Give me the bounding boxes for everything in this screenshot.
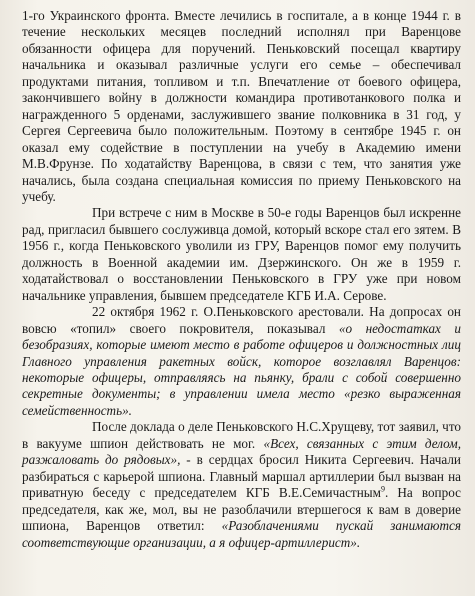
paragraph-4-text-a: После доклада о деле Пеньковского Н.С.Хрущеву, тот заявил, что в вакууме шпион действовать не мог. [22,419,461,451]
paragraph-4 [22,419,461,551]
paragraph-4-text-b: - в сердцах бросил Никита Сергеевич. Начали разбираться с карьерой шпиона. Главный маршал артиллерии был вызван на приватную беседу с председателем КГБ В.Е.Семичастным [22,452,461,501]
paragraph-2 [22,205,461,304]
body-text [22,8,461,551]
paragraph-3-quote: «о недостатках и безобразиях, которые имеют место в работе офицеров и должностных лиц Главного управления ракетных войск, которое возглавлял Варенцов: некоторые офицеры, отправляясь на пьянку, брали с собой совершенно секретные документы; в управлении имела место «резко выраженная семейственность». [22,320,461,418]
paragraph-1 [22,8,461,205]
paragraph-4-text-c: . На вопрос председателя, как же, мол, вы не разоблачили втершегося к вам в доверие шпиона, Варенцов ответил: [22,485,461,534]
paragraph-3 [22,304,461,419]
paragraph-1-text: 1-го Украинского фронта. Вместе лечились в госпитале, а в конце 1944 г. в течение нескольких месяцев последний исполнял при Варенцове обязанности офицера для поручений. Пеньковский посещал квартиру начальника и оказывал различные услуги его семье – обеспечивал продуктами питания, топливом и т.п. Впечатление от боевого офицера, закончившего войну в должности командира противотанкового полка и награжденного 5 орденами, заслужившего звание полковника в 31 год, у Сергея Сергеевича было положительным. Поэтому в сентябре 1945 г. он оказал ему содействие в поступлении на учебу в Академию имени М.В.Фрунзе. По ходатайству Варенцова, в связи с тем, что занятия уже начались, была создана специальная комиссия по приему Пеньковского на учебу. [22,8,461,204]
paragraph-2-text: При встрече с ним в Москве в 50-е годы Варенцов был искренне рад, пригласил бывшего сослуживца домой, который вскоре стал его зятем. В 1956 г., когда Пеньковского уволили из ГРУ, Варенцов помог ему получить должность в Военной академии им. Дзержинского. Он же в 1959 г. ходатайствовал о восстановлении Пеньковского в ГРУ уже при новом начальнике управления, бывшем председателе КГБ И.А. Серове. [22,205,461,303]
footnote-marker[interactable]: 9 [380,484,385,494]
paragraph-4-quote-varentsov: «Разоблачениями пускай занимаются соответствующие организации, а я офицер-артиллерист». [22,518,461,550]
paragraph-3-text: 22 октября 1962 г. О.Пеньковского арестовали. На допросах он вовсю «топил» своего покровителя, показывал [22,304,461,336]
paragraph-4-quote-khrushchev: «Всех, связанных с этим делом, разжаловать до рядовых», [22,435,461,468]
